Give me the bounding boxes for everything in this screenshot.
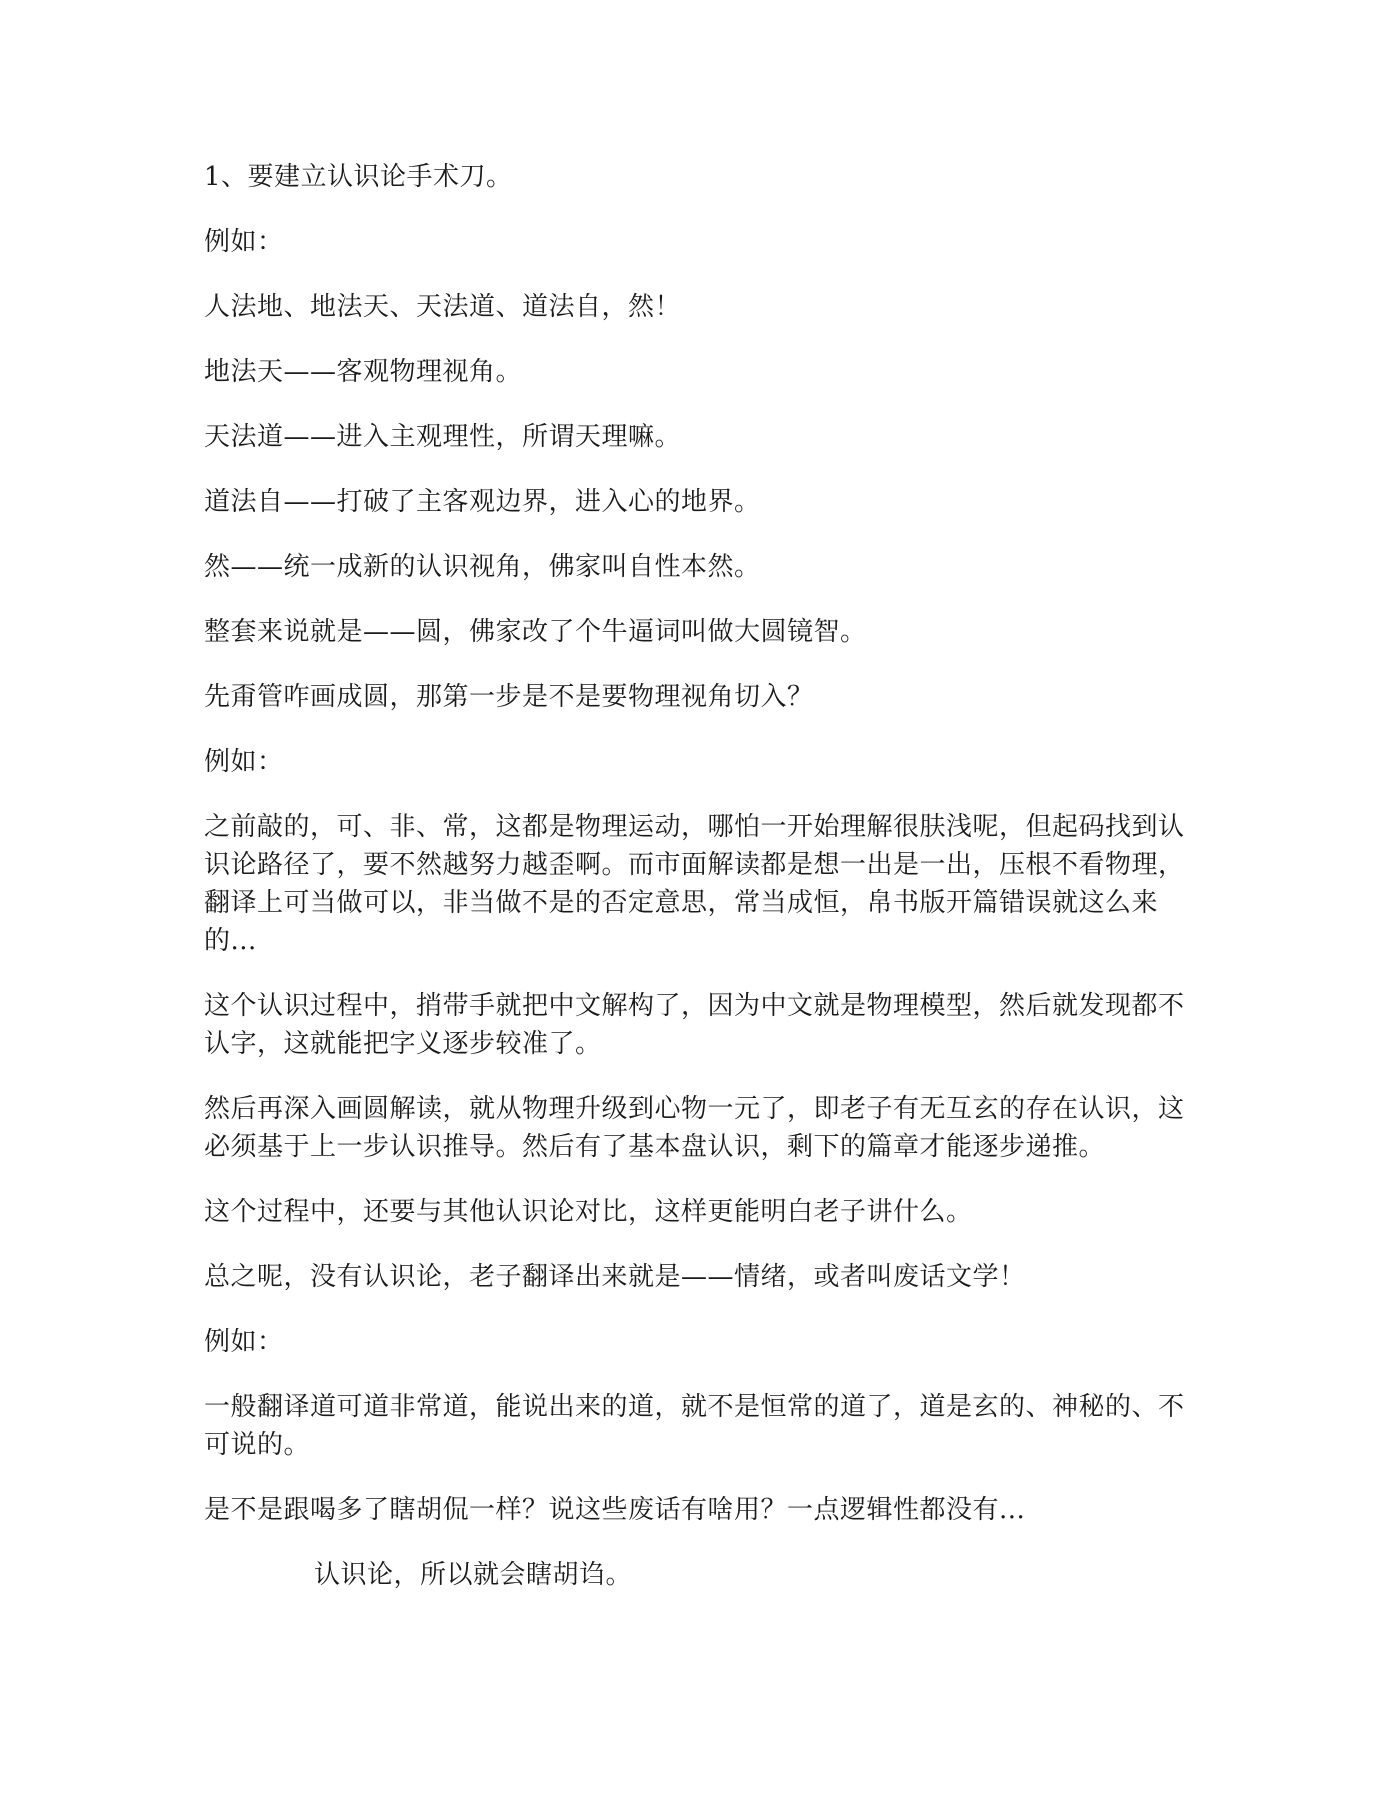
paragraph: 这个认识过程中，捎带手就把中文解构了，因为中文就是物理模型，然后就发现都不认字，这就能把字义逐步较准了。 — [204, 991, 1185, 1059]
paragraph: 地法天——客观物理视角。 — [204, 357, 523, 387]
paragraph: 整套来说就是——圆，佛家改了个牛逼词叫做大圆镜智。 — [204, 617, 867, 647]
paragraph: 一般翻译道可道非常道，能说出来的道，就不是恒常的道了，道是玄的、神秘的、不可说的。 — [204, 1392, 1185, 1460]
paragraph: 1、要建立认识论手术刀。 — [204, 162, 513, 192]
paragraph: 总之呢，没有认识论，老子翻译出来就是——情绪，或者叫废话文学！ — [204, 1262, 1026, 1292]
paragraph: 道法自——打破了主客观边界，进入心的地界。 — [204, 487, 761, 517]
indented-paragraph: 认识论，所以就会瞎胡诌。 — [314, 1560, 633, 1590]
paragraph: 例如： — [204, 227, 284, 257]
paragraph: 然——统一成新的认识视角，佛家叫自性本然。 — [204, 552, 761, 582]
paragraph: 先甭管咋画成圆，那第一步是不是要物理视角切入？ — [204, 682, 814, 712]
paragraph: 例如： — [204, 1327, 284, 1357]
document-body — [204, 158, 1189, 1621]
paragraph: 是不是跟喝多了瞎胡侃一样？说这些废话有啥用？一点逻辑性都没有... — [204, 1495, 1026, 1525]
paragraph: 这个过程中，还要与其他认识论对比，这样更能明白老子讲什么。 — [204, 1197, 973, 1227]
paragraph: 然后再深入画圆解读，就从物理升级到心物一元了，即老子有无互玄的存在认识，这必须基于上一步认识推导。然后有了基本盘认识，剩下的篇章才能逐步递推。 — [204, 1094, 1185, 1162]
paragraph: 例如： — [204, 747, 284, 777]
paragraph: 人法地、地法天、天法道、道法自，然！ — [204, 292, 682, 322]
paragraph: 之前敲的，可、非、常，这都是物理运动，哪怕一开始理解很肤浅呢，但起码找到认识论路径了，要不然越努力越歪啊。而市面解读都是想一出是一出，压根不看物理，翻译上可当做可以，非当做不是的否定意思，常当成恒，帛书版开篇错误就这么来的... — [204, 812, 1185, 956]
paragraph: 天法道——进入主观理性，所谓天理嘛。 — [204, 422, 682, 452]
